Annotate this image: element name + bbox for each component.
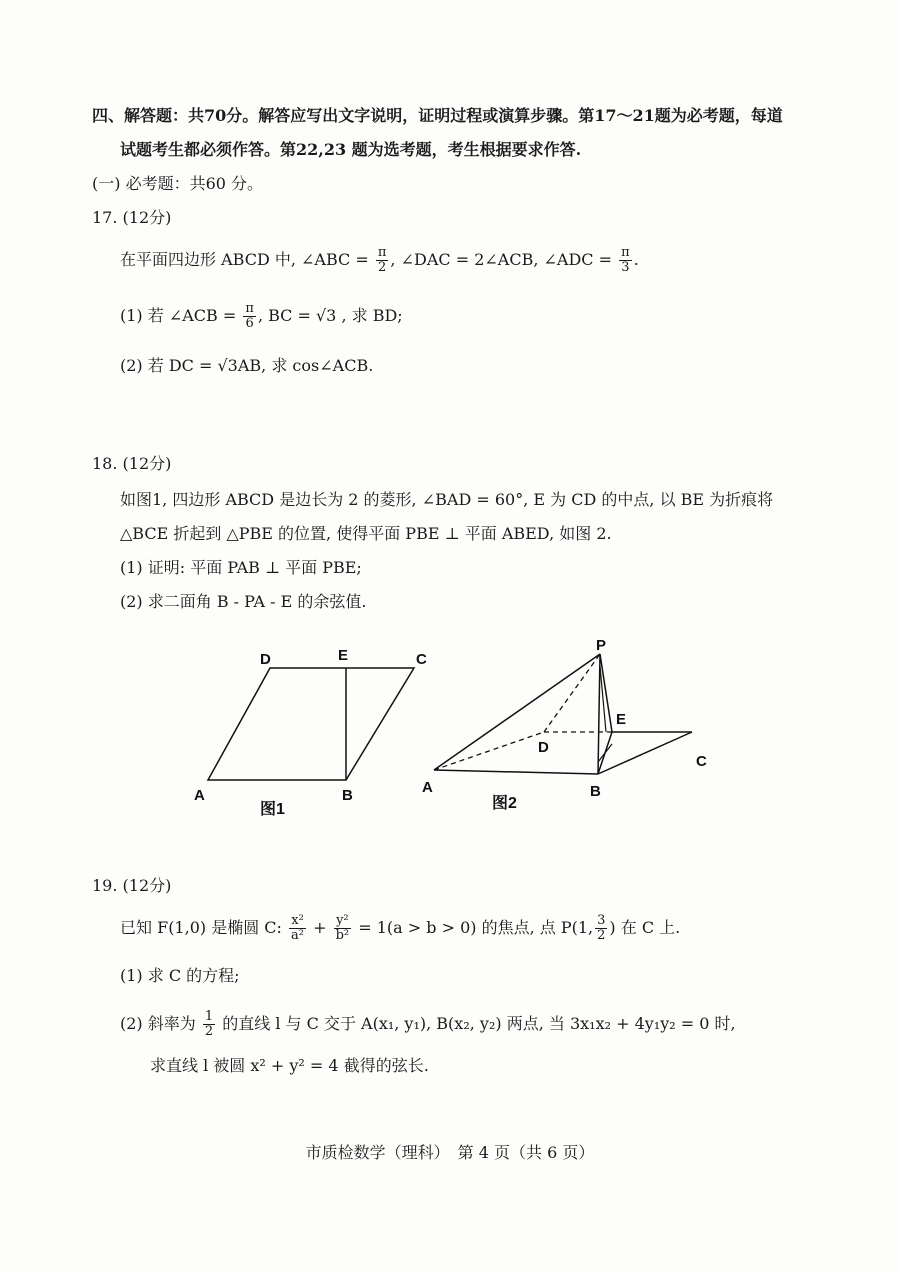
- edge-ab: [434, 770, 598, 774]
- fig1-label-e: E: [338, 647, 349, 664]
- fig1-label-c: C: [416, 651, 427, 668]
- section-subheader: (一) 必考题：共60 分。: [92, 174, 264, 193]
- q17-part1: [120, 302, 403, 331]
- edge-pe: [600, 654, 612, 732]
- q18-part2: (2) 求二面角 B - PA - E 的余弦值.: [120, 592, 367, 611]
- page-footer: 市质检数学（理科） 第 4 页（共 6 页）: [305, 1143, 595, 1162]
- frac-numerator: π: [245, 301, 254, 316]
- section-header-line1: 四、解答题：共70分。解答应写出文字说明，证明过程或演算步骤。第17～21题为必考题，每道: [92, 106, 783, 125]
- frac-denominator: 3: [621, 260, 630, 275]
- q18-stem-line2: △BCE 折起到 △PBE 的位置, 使得平面 PBE ⊥ 平面 ABED, 如图 2.: [120, 524, 612, 543]
- q19-frac-x2-over-a2: [289, 914, 306, 943]
- figure-2-folded-solid: [420, 636, 720, 826]
- q17-part1-a: (1) 若 ∠ACB =: [120, 306, 237, 325]
- q18-part1: (1) 证明: 平面 PAB ⊥ 平面 PBE;: [120, 558, 362, 577]
- q19-plus-sign: +: [313, 918, 327, 937]
- edge-pb: [598, 654, 600, 774]
- q19-part2: [120, 1010, 736, 1039]
- frac-numerator: 3: [597, 913, 606, 928]
- fig2-caption: 图2: [492, 795, 517, 812]
- fig2-label-e: E: [616, 711, 627, 728]
- q17-frac-pi-over-2: [376, 246, 389, 275]
- q17-frac-pi-over-3: [619, 246, 632, 275]
- frac-numerator: x²: [291, 913, 304, 928]
- q19-stem-part-c: ) 在 C 上.: [609, 918, 681, 937]
- frac-numerator: π: [621, 245, 630, 260]
- q19-stem-part-b: = 1(a > b > 0) 的焦点, 点 P(1,: [358, 918, 594, 937]
- q19-frac-3-over-2: [595, 914, 607, 943]
- q17-heading: 17. (12分): [92, 208, 172, 227]
- hidden-edge-ad: [434, 732, 544, 770]
- q19-part1: (1) 求 C 的方程;: [120, 966, 240, 985]
- frac-denominator: b²: [335, 928, 350, 943]
- q19-heading: 19. (12分): [92, 876, 172, 895]
- frac-denominator: 2: [378, 260, 387, 275]
- frac-denominator: a²: [291, 928, 304, 943]
- fig1-label-b: B: [342, 787, 353, 804]
- fig2-label-a: A: [422, 779, 433, 796]
- q17-stem-part-a: 在平面四边形 ABCD 中, ∠ABC =: [120, 250, 369, 269]
- fig1-caption: 图1: [260, 801, 285, 818]
- fig2-label-c: C: [696, 753, 707, 770]
- q18-heading: 18. (12分): [92, 454, 172, 473]
- fig2-label-p: P: [596, 637, 607, 654]
- fig1-label-a: A: [194, 787, 205, 804]
- hidden-edge-pd: [544, 654, 600, 732]
- frac-numerator: 1: [204, 1009, 214, 1024]
- figure-1-rhombus: [180, 640, 450, 830]
- q19-frac-1-over-2: [203, 1010, 215, 1039]
- q19-part2-b: 的直线 l 与 C 交于 A(x₁, y₁), B(x₂, y₂) 两点, 当 3x₁x₂ + 4y₁y₂ = 0 时,: [222, 1014, 736, 1033]
- q19-frac-y2-over-b2: [334, 914, 352, 943]
- q17-part1-b: , BC = √3 , 求 BD;: [257, 306, 403, 325]
- frac-denominator: 6: [245, 316, 254, 331]
- fig2-label-d: D: [538, 739, 549, 756]
- q18-stem-line1: 如图1, 四边形 ABCD 是边长为 2 的菱形, ∠BAD = 60°, E 为 CD 的中点, 以 BE 为折痕将: [120, 490, 774, 509]
- frac-numerator: π: [377, 245, 387, 260]
- q17-stem-part-b: , ∠DAC = 2∠ACB, ∠ADC =: [390, 250, 613, 269]
- q19-part2-continued: 求直线 l 被圆 x² + y² = 4 截得的弦长.: [150, 1056, 429, 1075]
- fold-detail-1: [598, 744, 612, 762]
- q17-stem-end: .: [633, 250, 639, 269]
- frac-denominator: 2: [597, 928, 606, 943]
- rhombus-abcd: [208, 668, 414, 780]
- fig1-label-d: D: [260, 651, 271, 668]
- q19-stem-part-a: 已知 F(1,0) 是椭圆 C:: [120, 918, 282, 937]
- edge-pa: [434, 654, 600, 770]
- q19-part2-a: (2) 斜率为: [120, 1014, 196, 1033]
- q17-stem: [120, 246, 639, 275]
- section-header-line2: 试题考生都必须作答。第22,23 题为选考题，考生根据要求作答.: [120, 140, 582, 159]
- frac-numerator: y²: [336, 913, 349, 928]
- fig2-label-b: B: [590, 783, 601, 800]
- q17-part2: (2) 若 DC = √3AB, 求 cos∠ACB.: [120, 356, 374, 375]
- edge-bc: [598, 732, 692, 774]
- frac-denominator: 2: [204, 1024, 214, 1039]
- q17-frac-pi-over-6: [243, 302, 256, 331]
- q19-stem: [120, 914, 680, 943]
